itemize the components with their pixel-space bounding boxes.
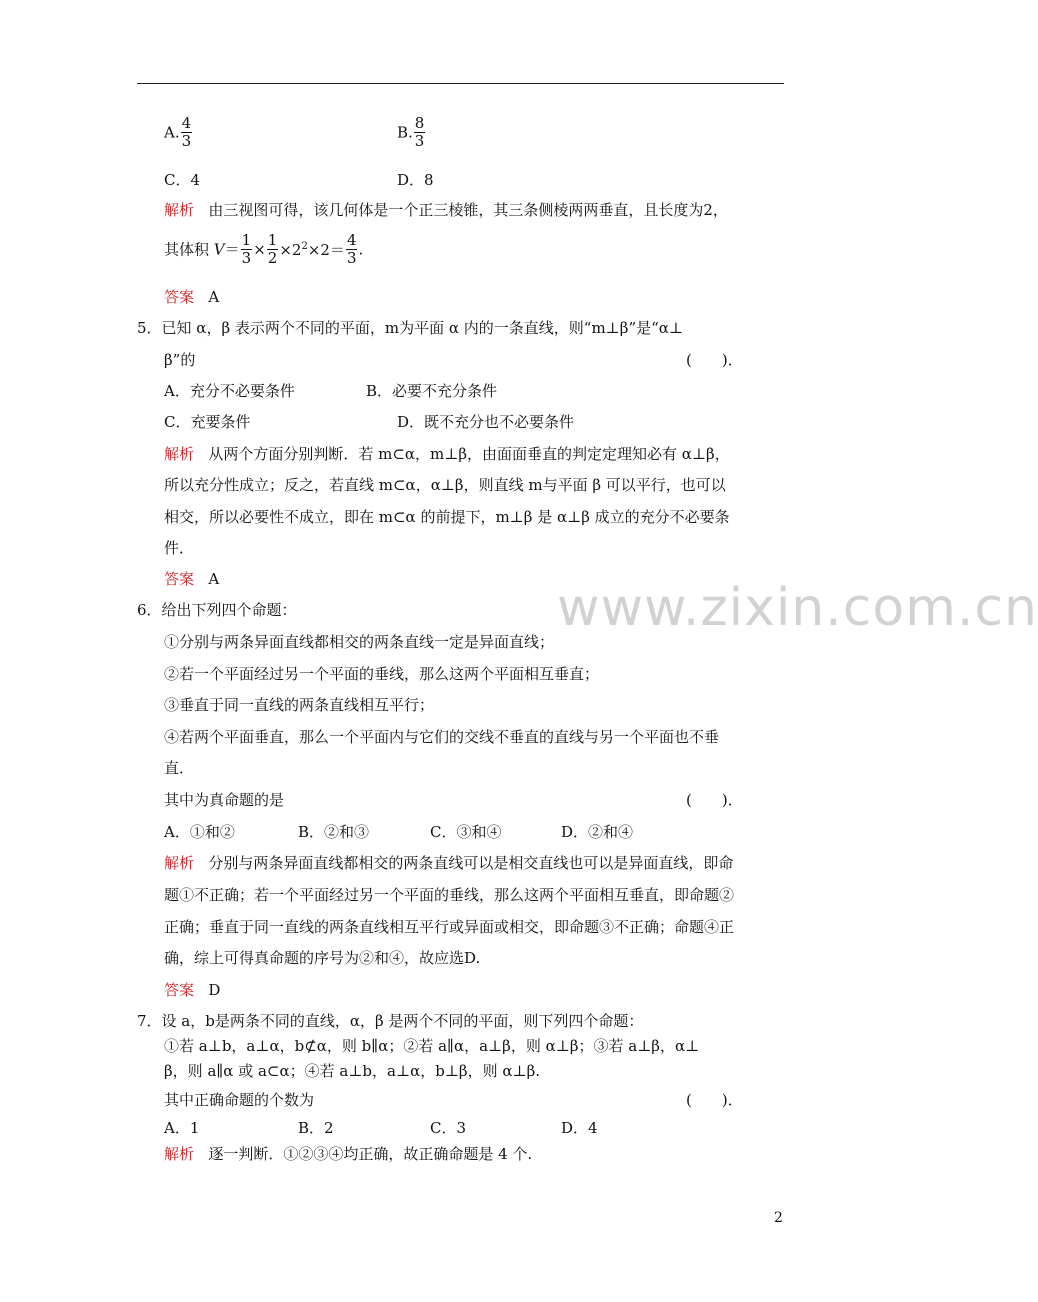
answer-value: A <box>208 288 220 306</box>
denominator: 3 <box>241 249 252 267</box>
q5-analysis-line-1 <box>164 444 730 464</box>
q6-option-c: C．③和④ <box>430 823 502 841</box>
q6-proposition-3: ③垂直于同一直线的两条直线相互平行； <box>164 696 435 714</box>
q7-option-a: A．1 <box>164 1119 200 1137</box>
q6-proposition-1: ①分别与两条异面直线都相交的两条直线一定是异面直线； <box>164 633 555 651</box>
analysis-text: 分别与两条异面直线都相交的两条直线可以是相交直线也可以是异面直线，即命 <box>208 854 734 872</box>
q6-option-b: B．②和③ <box>298 823 370 841</box>
q4-answer <box>164 287 219 307</box>
q7-option-d: D．4 <box>561 1119 598 1137</box>
numerator: 8 <box>414 114 425 132</box>
analysis-text: 从两个方面分别判断．若 m⊂α，m⊥β，由面面垂直的判定定理知必有 α⊥β， <box>208 445 730 463</box>
analysis-text: 逐一判断．①②③④均正确，故正确命题是 4 个. <box>208 1145 533 1163</box>
q4-option-b-label: B. <box>397 123 413 142</box>
analysis-text: 由三视图可得，该几何体是一个正三棱锥，其三条侧棱两两垂直，且长度为2， <box>208 201 728 219</box>
analysis-label: 解析 <box>164 201 195 219</box>
fraction-one-half <box>267 232 279 267</box>
answer-label: 答案 <box>164 981 195 999</box>
q6-answer <box>164 980 220 1000</box>
q5-answer <box>164 569 219 589</box>
q7-option-c: C．3 <box>430 1119 467 1137</box>
q6-analysis-line-1 <box>164 853 733 873</box>
watermark: www.zixin.com.cn <box>557 578 1038 638</box>
exponent: 2 <box>301 240 308 252</box>
q7-propositions-line-1: ①若 a⊥b，a⊥α，b⊄α，则 b∥α；②若 a∥α，a⊥β，则 α⊥β；③若 a⊥β，α⊥ <box>164 1037 700 1055</box>
header-rule <box>137 83 784 84</box>
analysis-label: 解析 <box>164 854 195 872</box>
q4-analysis-line-2 <box>164 232 363 267</box>
expression-text: ×2 <box>279 240 302 259</box>
answer-label: 答案 <box>164 288 195 306</box>
q6-proposition-4-line-1: ④若两个平面垂直，那么一个平面内与它们的交线不垂直的直线与另一个平面也不垂 <box>164 728 720 746</box>
q5-option-c: C．充要条件 <box>164 413 251 431</box>
fraction-one-third <box>241 232 253 267</box>
q5-option-b: B．必要不充分条件 <box>366 382 498 400</box>
q7-propositions-line-2: β，则 a∥α 或 a⊂α；④若 a⊥b，a⊥α，b⊥β，则 α⊥β. <box>164 1062 541 1080</box>
q7-answer-bracket: ( )． <box>686 1091 743 1109</box>
q7-question: 其中正确命题的个数为 <box>164 1091 315 1109</box>
period: . <box>358 240 364 259</box>
analysis-label: 解析 <box>164 445 195 463</box>
q6-answer-bracket: ( )． <box>686 791 743 809</box>
q6-question: 其中为真命题的是 <box>164 791 285 809</box>
denominator: 3 <box>181 132 192 150</box>
q4-option-a <box>164 115 193 150</box>
q7-analysis <box>164 1144 532 1164</box>
q6-proposition-4-line-2: 直． <box>164 759 195 777</box>
q4-analysis-line-1 <box>164 200 728 220</box>
q4-option-c: C．4 <box>164 171 201 189</box>
equals-sign: ＝ <box>224 240 240 259</box>
answer-value: D <box>208 981 221 999</box>
numerator: 1 <box>267 231 278 249</box>
numerator: 4 <box>346 231 357 249</box>
q7-option-b: B．2 <box>298 1119 334 1137</box>
q6-analysis-line-4: 确，综上可得真命题的序号为②和④，故应选D. <box>164 949 481 967</box>
analysis-label: 解析 <box>164 1145 195 1163</box>
q6-stem: 6．给出下列四个命题： <box>137 601 297 619</box>
denominator: 3 <box>414 132 425 150</box>
times-sign: × <box>253 240 266 259</box>
denominator: 2 <box>267 249 278 267</box>
q6-analysis-line-3: 正确；垂直于同一直线的两条直线相互平行或异面或相交，即命题③不正确；命题④正 <box>164 918 735 936</box>
q4-option-a-fraction <box>181 115 193 150</box>
q4-option-d: D．8 <box>397 171 434 189</box>
numerator: 4 <box>181 114 192 132</box>
q5-analysis-line-4: 件． <box>164 539 195 557</box>
q5-option-d: D．既不充分也不必要条件 <box>397 413 575 431</box>
answer-label: 答案 <box>164 570 195 588</box>
answer-value: A <box>208 570 220 588</box>
q5-stem-line-2: β”的 <box>164 351 196 369</box>
denominator: 3 <box>346 249 357 267</box>
q5-answer-bracket: ( )． <box>686 351 743 369</box>
page-number: 2 <box>774 1210 783 1226</box>
q7-stem: 7．设 a，b是两条不同的直线，α，β 是两个不同的平面，则下列四个命题： <box>137 1012 644 1030</box>
numerator: 1 <box>241 231 252 249</box>
expression-part <box>279 241 345 259</box>
q6-option-d: D．②和④ <box>561 823 634 841</box>
q5-option-a: A．充分不必要条件 <box>164 382 295 400</box>
q4-option-a-label: A. <box>164 123 180 142</box>
volume-symbol: V <box>213 240 225 259</box>
expression-text: ×2＝ <box>307 240 345 259</box>
q5-analysis-line-3: 相交，所以必要性不成立，即在 m⊂α 的前提下，m⊥β 是 α⊥β 成立的充分不必要条 <box>164 508 730 526</box>
fraction-four-thirds <box>346 232 358 267</box>
q5-stem-line-1: 5．已知 α，β 表示两个不同的平面，m为平面 α 内的一条直线，则“m⊥β”是“α⊥ <box>137 319 684 337</box>
q4-option-b-fraction <box>414 115 426 150</box>
analysis-text: 其体积 <box>164 240 214 259</box>
q4-option-b <box>397 115 426 150</box>
q6-proposition-2: ②若一个平面经过另一个平面的垂线，那么这两个平面相互垂直； <box>164 665 600 683</box>
q6-option-a: A．①和② <box>164 823 235 841</box>
q5-analysis-line-2: 所以充分性成立；反之，若直线 m⊂α，α⊥β，则直线 m与平面 β 可以平行，也可以 <box>164 476 726 494</box>
q6-analysis-line-2: 题①不正确；若一个平面经过另一个平面的垂线，那么这两个平面相互垂直，即命题② <box>164 886 735 904</box>
